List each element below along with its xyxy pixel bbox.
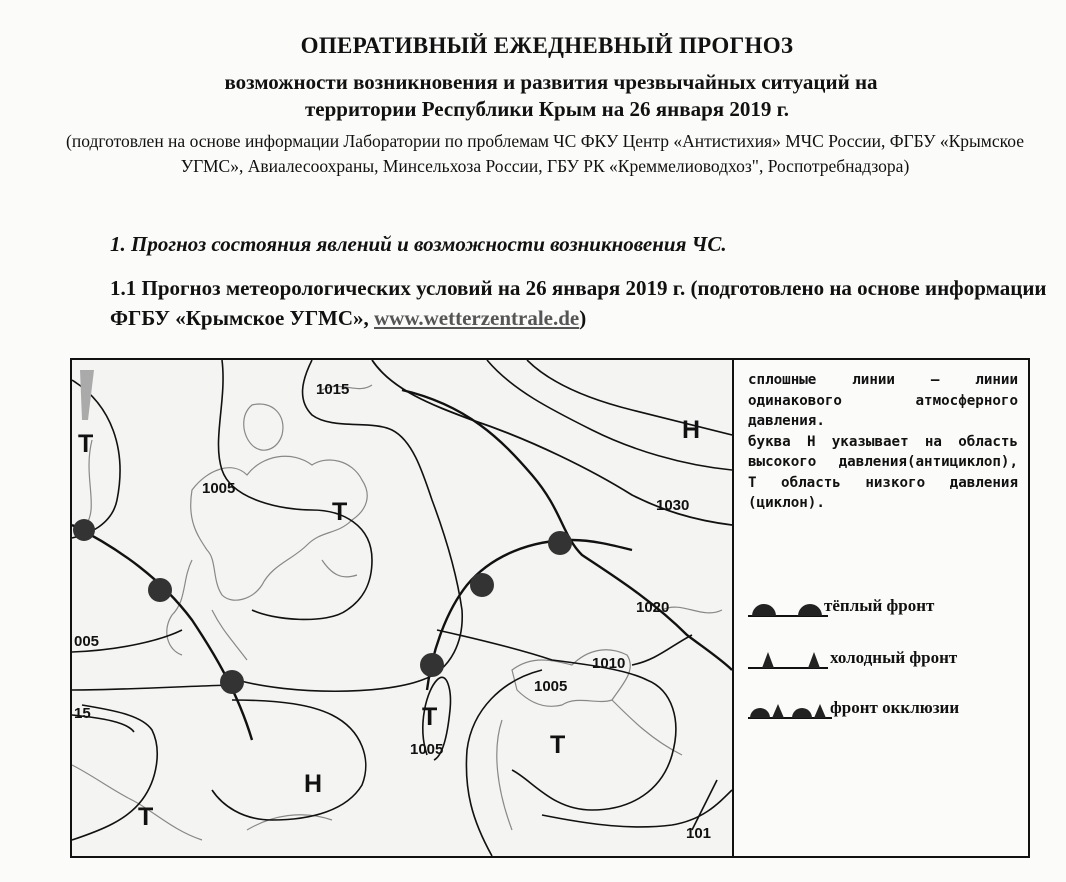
isobar-label-1005-north: 1005 <box>202 480 236 497</box>
document-subtitle-line2: территории Республики Крым на 26 января 2019 г. <box>304 97 790 121</box>
cold-front-label: холодный фронт <box>830 648 958 667</box>
low-pressure-label: Т <box>332 498 348 526</box>
low-pressure-label: Т <box>550 731 566 759</box>
sources-note: (подготовлен на основе информации Лаборатории по проблемам ЧС ФКУ Центр «Антистихия» МЧС России, ФГБУ «Крымское УГМС», Авиалесоохраны, Минсельхоза России, ГБУ РК «Креммелиоводхоз", Роспотребнадзора) <box>66 131 1024 176</box>
closing-paren: ) <box>579 306 587 330</box>
isobar-label-1015: 1015 <box>316 381 350 398</box>
legend-warm-front <box>748 594 1024 618</box>
isobar-labels <box>74 381 711 842</box>
isobar-label-15: 15 <box>74 705 91 722</box>
legend-letters-text: буква Н указывает на область высокого давления(антициклоп), Т область низкого давления (циклон). <box>748 433 1018 511</box>
warm-front-symbol <box>748 594 828 618</box>
occluded-front-label: фронт окклюзии <box>830 698 960 717</box>
legend-isobar-text: сплошные линии – линии одинакового атмосферного давления. <box>748 372 1018 429</box>
pressure-centers <box>78 416 700 831</box>
isobar-label-005: 005 <box>74 633 100 650</box>
source-link[interactable]: www.wetterzentrale.de <box>374 306 580 330</box>
high-pressure-label: Н <box>304 770 323 798</box>
low-pressure-label: Т <box>138 803 154 831</box>
section-heading: 1. Прогноз состояния явлений и возможности возникновения ЧС. <box>110 232 727 256</box>
legend-occluded-front <box>748 696 1024 720</box>
isobar-label-1005-east: 1005 <box>534 678 568 695</box>
subsection-heading-text: 1.1 Прогноз метеорологических условий на 26 января 2019 г. (подготовлено на основе информации ФГБУ «Крымское УГМС», <box>110 276 1047 330</box>
document-title: ОПЕРАТИВНЫЙ ЕЖЕДНЕВНЫЙ ПРОГНОЗ <box>300 33 794 58</box>
coastlines <box>72 385 722 840</box>
fronts <box>72 525 632 740</box>
low-pressure-label: Т <box>78 430 94 458</box>
isobar-label-101: 101 <box>686 825 712 842</box>
isobar-label-1010: 1010 <box>592 655 626 672</box>
isobar-label-1005-south: 1005 <box>410 741 444 758</box>
subsection-heading <box>110 273 1050 333</box>
warm-front-label: тёплый фронт <box>824 596 935 615</box>
weather-map-figure <box>70 358 1030 858</box>
warm-front-semicircles <box>73 519 572 694</box>
high-pressure-label: Н <box>682 416 701 444</box>
document-subtitle-line1: возможности возникновения и развития чрезвычайных ситуаций на <box>224 70 878 94</box>
legend-cold-front <box>748 646 1024 670</box>
isobar-label-1020: 1020 <box>636 599 670 616</box>
occluded-front-symbol <box>748 696 832 720</box>
map-legend <box>732 360 1028 856</box>
cold-front-symbol <box>748 646 828 670</box>
isobar-label-1030: 1030 <box>656 497 690 514</box>
synoptic-map <box>72 360 732 856</box>
isobars <box>72 360 732 856</box>
low-pressure-label: Т <box>422 703 438 731</box>
